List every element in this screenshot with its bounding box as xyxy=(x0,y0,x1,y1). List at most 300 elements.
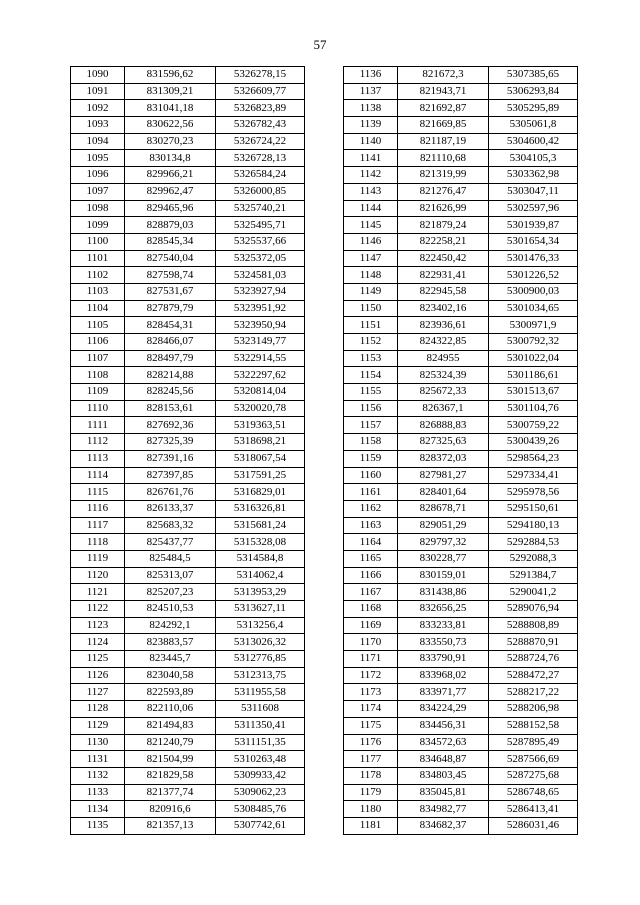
x-coordinate-cell: 822593,89 xyxy=(125,684,216,701)
x-coordinate-cell: 834803,45 xyxy=(398,767,489,784)
table-row xyxy=(344,500,578,517)
y-coordinate-cell: 5304600,42 xyxy=(489,133,578,150)
x-coordinate-cell: 830134,8 xyxy=(125,150,216,167)
point-number-cell: 1141 xyxy=(344,150,398,167)
point-number-cell: 1144 xyxy=(344,200,398,217)
x-coordinate-cell: 830622,56 xyxy=(125,117,216,134)
x-coordinate-cell: 826133,37 xyxy=(125,500,216,517)
point-number-cell: 1099 xyxy=(71,217,125,234)
point-number-cell: 1168 xyxy=(344,601,398,618)
point-number-cell: 1114 xyxy=(71,467,125,484)
table-row xyxy=(71,651,305,668)
x-coordinate-cell: 821494,83 xyxy=(125,717,216,734)
x-coordinate-cell: 828245,56 xyxy=(125,384,216,401)
point-number-cell: 1104 xyxy=(71,300,125,317)
x-coordinate-cell: 833233,81 xyxy=(398,617,489,634)
point-number-cell: 1123 xyxy=(71,617,125,634)
point-number-cell: 1127 xyxy=(71,684,125,701)
y-coordinate-cell: 5286748,65 xyxy=(489,784,578,801)
table-row xyxy=(71,384,305,401)
y-coordinate-cell: 5313627,11 xyxy=(216,601,305,618)
point-number-cell: 1158 xyxy=(344,434,398,451)
x-coordinate-cell: 828214,88 xyxy=(125,367,216,384)
y-coordinate-cell: 5288808,89 xyxy=(489,617,578,634)
point-number-cell: 1159 xyxy=(344,450,398,467)
table-row xyxy=(344,167,578,184)
point-number-cell: 1136 xyxy=(344,67,398,84)
table-row xyxy=(344,684,578,701)
y-coordinate-cell: 5287275,68 xyxy=(489,767,578,784)
point-number-cell: 1120 xyxy=(71,567,125,584)
x-coordinate-cell: 827598,74 xyxy=(125,267,216,284)
x-coordinate-cell: 827981,27 xyxy=(398,467,489,484)
y-coordinate-cell: 5325495,71 xyxy=(216,217,305,234)
table-row xyxy=(344,334,578,351)
y-coordinate-cell: 5316829,01 xyxy=(216,484,305,501)
y-coordinate-cell: 5316326,81 xyxy=(216,500,305,517)
point-number-cell: 1126 xyxy=(71,667,125,684)
table-row xyxy=(71,500,305,517)
y-coordinate-cell: 5323927,94 xyxy=(216,283,305,300)
y-coordinate-cell: 5320020,78 xyxy=(216,400,305,417)
x-coordinate-cell: 828497,79 xyxy=(125,350,216,367)
y-coordinate-cell: 5325372,05 xyxy=(216,250,305,267)
table-row xyxy=(344,784,578,801)
x-coordinate-cell: 828466,07 xyxy=(125,334,216,351)
y-coordinate-cell: 5301034,65 xyxy=(489,300,578,317)
table-row xyxy=(344,767,578,784)
y-coordinate-cell: 5322297,62 xyxy=(216,367,305,384)
point-number-cell: 1098 xyxy=(71,200,125,217)
x-coordinate-cell: 823445,7 xyxy=(125,651,216,668)
table-row xyxy=(344,200,578,217)
y-coordinate-cell: 5314584,8 xyxy=(216,550,305,567)
table-row xyxy=(71,417,305,434)
point-number-cell: 1161 xyxy=(344,484,398,501)
table-row xyxy=(71,784,305,801)
table-row xyxy=(71,367,305,384)
x-coordinate-cell: 826761,76 xyxy=(125,484,216,501)
table-row xyxy=(344,701,578,718)
x-coordinate-cell: 825484,5 xyxy=(125,550,216,567)
x-coordinate-cell: 821319,99 xyxy=(398,167,489,184)
table-row xyxy=(344,250,578,267)
x-coordinate-cell: 827325,39 xyxy=(125,434,216,451)
table-row xyxy=(71,801,305,818)
point-number-cell: 1175 xyxy=(344,717,398,734)
x-coordinate-cell: 821276,47 xyxy=(398,183,489,200)
x-coordinate-cell: 829051,29 xyxy=(398,517,489,534)
point-number-cell: 1178 xyxy=(344,767,398,784)
y-coordinate-cell: 5300971,9 xyxy=(489,317,578,334)
x-coordinate-cell: 825683,32 xyxy=(125,517,216,534)
point-number-cell: 1091 xyxy=(71,83,125,100)
y-coordinate-cell: 5326823,89 xyxy=(216,100,305,117)
y-coordinate-cell: 5315328,08 xyxy=(216,534,305,551)
y-coordinate-cell: 5291384,7 xyxy=(489,567,578,584)
point-number-cell: 1094 xyxy=(71,133,125,150)
x-coordinate-cell: 825437,77 xyxy=(125,534,216,551)
y-coordinate-cell: 5295150,61 xyxy=(489,500,578,517)
point-number-cell: 1137 xyxy=(344,83,398,100)
table-row xyxy=(71,434,305,451)
point-number-cell: 1113 xyxy=(71,450,125,467)
point-number-cell: 1155 xyxy=(344,384,398,401)
table-row xyxy=(71,117,305,134)
point-number-cell: 1111 xyxy=(71,417,125,434)
y-coordinate-cell: 5313026,32 xyxy=(216,634,305,651)
table-row xyxy=(71,667,305,684)
x-coordinate-cell: 834224,29 xyxy=(398,701,489,718)
table-row xyxy=(71,200,305,217)
point-number-cell: 1092 xyxy=(71,100,125,117)
table-row xyxy=(71,450,305,467)
point-number-cell: 1118 xyxy=(71,534,125,551)
table-row xyxy=(71,767,305,784)
table-row xyxy=(71,183,305,200)
x-coordinate-cell: 827540,04 xyxy=(125,250,216,267)
x-coordinate-cell: 822110,06 xyxy=(125,701,216,718)
point-number-cell: 1157 xyxy=(344,417,398,434)
y-coordinate-cell: 5312776,85 xyxy=(216,651,305,668)
y-coordinate-cell: 5313256,4 xyxy=(216,617,305,634)
x-coordinate-cell: 831041,18 xyxy=(125,100,216,117)
y-coordinate-cell: 5309062,23 xyxy=(216,784,305,801)
point-number-cell: 1138 xyxy=(344,100,398,117)
table-row xyxy=(71,484,305,501)
y-coordinate-cell: 5303047,11 xyxy=(489,183,578,200)
table-row xyxy=(344,83,578,100)
y-coordinate-cell: 5300439,26 xyxy=(489,434,578,451)
x-coordinate-cell: 831438,86 xyxy=(398,584,489,601)
y-coordinate-cell: 5303362,98 xyxy=(489,167,578,184)
table-row xyxy=(71,550,305,567)
x-coordinate-cell: 823040,58 xyxy=(125,667,216,684)
y-coordinate-cell: 5305295,89 xyxy=(489,100,578,117)
table-row xyxy=(344,384,578,401)
y-coordinate-cell: 5325537,66 xyxy=(216,233,305,250)
table-row xyxy=(71,517,305,534)
x-coordinate-cell: 830159,01 xyxy=(398,567,489,584)
table-row xyxy=(71,400,305,417)
table-row xyxy=(71,567,305,584)
y-coordinate-cell: 5294180,13 xyxy=(489,517,578,534)
x-coordinate-cell: 830270,23 xyxy=(125,133,216,150)
table-row xyxy=(71,634,305,651)
table-row xyxy=(344,517,578,534)
table-row xyxy=(71,601,305,618)
table-row xyxy=(71,751,305,768)
x-coordinate-cell: 825672,33 xyxy=(398,384,489,401)
table-row xyxy=(344,150,578,167)
page-number: 57 xyxy=(313,37,327,52)
y-coordinate-cell: 5323950,94 xyxy=(216,317,305,334)
point-number-cell: 1177 xyxy=(344,751,398,768)
table-row xyxy=(344,751,578,768)
x-coordinate-cell: 821943,71 xyxy=(398,83,489,100)
x-coordinate-cell: 821669,85 xyxy=(398,117,489,134)
table-row xyxy=(71,817,305,834)
point-number-cell: 1151 xyxy=(344,317,398,334)
table-row xyxy=(344,550,578,567)
y-coordinate-cell: 5326724,22 xyxy=(216,133,305,150)
x-coordinate-cell: 824510,53 xyxy=(125,601,216,618)
y-coordinate-cell: 5323951,92 xyxy=(216,300,305,317)
point-number-cell: 1131 xyxy=(71,751,125,768)
y-coordinate-cell: 5301022,04 xyxy=(489,350,578,367)
table-row xyxy=(71,267,305,284)
point-number-cell: 1112 xyxy=(71,434,125,451)
table-row xyxy=(344,484,578,501)
x-coordinate-cell: 825324,39 xyxy=(398,367,489,384)
point-number-cell: 1150 xyxy=(344,300,398,317)
x-coordinate-cell: 823883,57 xyxy=(125,634,216,651)
point-number-cell: 1176 xyxy=(344,734,398,751)
x-coordinate-cell: 826888,83 xyxy=(398,417,489,434)
x-coordinate-cell: 821879,24 xyxy=(398,217,489,234)
y-coordinate-cell: 5301654,34 xyxy=(489,233,578,250)
point-number-cell: 1166 xyxy=(344,567,398,584)
y-coordinate-cell: 5323149,77 xyxy=(216,334,305,351)
point-number-cell: 1128 xyxy=(71,701,125,718)
point-number-cell: 1147 xyxy=(344,250,398,267)
table-row xyxy=(344,117,578,134)
x-coordinate-cell: 833790,91 xyxy=(398,651,489,668)
y-coordinate-cell: 5292088,3 xyxy=(489,550,578,567)
point-number-cell: 1140 xyxy=(344,133,398,150)
table-row xyxy=(344,801,578,818)
point-number-cell: 1107 xyxy=(71,350,125,367)
y-coordinate-cell: 5288870,91 xyxy=(489,634,578,651)
x-coordinate-cell: 834682,37 xyxy=(398,817,489,834)
x-coordinate-cell: 824322,85 xyxy=(398,334,489,351)
y-coordinate-cell: 5322914,55 xyxy=(216,350,305,367)
y-coordinate-cell: 5286031,46 xyxy=(489,817,578,834)
table-row xyxy=(71,350,305,367)
y-coordinate-cell: 5325740,21 xyxy=(216,200,305,217)
point-number-cell: 1167 xyxy=(344,584,398,601)
y-coordinate-cell: 5302597,96 xyxy=(489,200,578,217)
coordinates-table-right xyxy=(343,66,578,835)
y-coordinate-cell: 5306293,84 xyxy=(489,83,578,100)
point-number-cell: 1154 xyxy=(344,367,398,384)
x-coordinate-cell: 822258,21 xyxy=(398,233,489,250)
point-number-cell: 1160 xyxy=(344,467,398,484)
table-row xyxy=(344,100,578,117)
table-row xyxy=(71,167,305,184)
point-number-cell: 1153 xyxy=(344,350,398,367)
table-row xyxy=(71,467,305,484)
point-number-cell: 1164 xyxy=(344,534,398,551)
y-coordinate-cell: 5315681,24 xyxy=(216,517,305,534)
point-number-cell: 1090 xyxy=(71,67,125,84)
table-row xyxy=(344,601,578,618)
y-coordinate-cell: 5300759,22 xyxy=(489,417,578,434)
x-coordinate-cell: 824955 xyxy=(398,350,489,367)
point-number-cell: 1148 xyxy=(344,267,398,284)
point-number-cell: 1124 xyxy=(71,634,125,651)
point-number-cell: 1181 xyxy=(344,817,398,834)
x-coordinate-cell: 827879,79 xyxy=(125,300,216,317)
table-row xyxy=(71,334,305,351)
y-coordinate-cell: 5319363,51 xyxy=(216,417,305,434)
x-coordinate-cell: 834982,77 xyxy=(398,801,489,818)
x-coordinate-cell: 826367,1 xyxy=(398,400,489,417)
x-coordinate-cell: 821357,13 xyxy=(125,817,216,834)
table-row xyxy=(71,534,305,551)
table-row xyxy=(344,467,578,484)
point-number-cell: 1129 xyxy=(71,717,125,734)
x-coordinate-cell: 827397,85 xyxy=(125,467,216,484)
y-coordinate-cell: 5311350,41 xyxy=(216,717,305,734)
point-number-cell: 1109 xyxy=(71,384,125,401)
point-number-cell: 1132 xyxy=(71,767,125,784)
point-number-cell: 1146 xyxy=(344,233,398,250)
y-coordinate-cell: 5318698,21 xyxy=(216,434,305,451)
y-coordinate-cell: 5311151,35 xyxy=(216,734,305,751)
point-number-cell: 1163 xyxy=(344,517,398,534)
table-row xyxy=(344,300,578,317)
x-coordinate-cell: 831596,62 xyxy=(125,67,216,84)
y-coordinate-cell: 5300792,32 xyxy=(489,334,578,351)
point-number-cell: 1115 xyxy=(71,484,125,501)
table-row xyxy=(344,584,578,601)
point-number-cell: 1135 xyxy=(71,817,125,834)
table-row xyxy=(71,100,305,117)
table-row xyxy=(71,734,305,751)
point-number-cell: 1101 xyxy=(71,250,125,267)
y-coordinate-cell: 5326000,85 xyxy=(216,183,305,200)
y-coordinate-cell: 5326609,77 xyxy=(216,83,305,100)
x-coordinate-cell: 821187,19 xyxy=(398,133,489,150)
x-coordinate-cell: 834572,63 xyxy=(398,734,489,751)
x-coordinate-cell: 824292,1 xyxy=(125,617,216,634)
x-coordinate-cell: 821829,58 xyxy=(125,767,216,784)
x-coordinate-cell: 821626,99 xyxy=(398,200,489,217)
x-coordinate-cell: 828153,61 xyxy=(125,400,216,417)
point-number-cell: 1165 xyxy=(344,550,398,567)
coordinates-table-left xyxy=(70,66,305,835)
point-number-cell: 1108 xyxy=(71,367,125,384)
x-coordinate-cell: 828545,34 xyxy=(125,233,216,250)
x-coordinate-cell: 828678,71 xyxy=(398,500,489,517)
x-coordinate-cell: 833968,02 xyxy=(398,667,489,684)
point-number-cell: 1110 xyxy=(71,400,125,417)
y-coordinate-cell: 5326782,43 xyxy=(216,117,305,134)
y-coordinate-cell: 5314062,4 xyxy=(216,567,305,584)
x-coordinate-cell: 829962,47 xyxy=(125,183,216,200)
y-coordinate-cell: 5301939,87 xyxy=(489,217,578,234)
table-row xyxy=(344,634,578,651)
x-coordinate-cell: 833971,77 xyxy=(398,684,489,701)
table-row xyxy=(344,217,578,234)
y-coordinate-cell: 5288206,98 xyxy=(489,701,578,718)
x-coordinate-cell: 821377,74 xyxy=(125,784,216,801)
x-coordinate-cell: 827391,16 xyxy=(125,450,216,467)
x-coordinate-cell: 831309,21 xyxy=(125,83,216,100)
y-coordinate-cell: 5288152,58 xyxy=(489,717,578,734)
y-coordinate-cell: 5301104,76 xyxy=(489,400,578,417)
point-number-cell: 1116 xyxy=(71,500,125,517)
x-coordinate-cell: 834648,87 xyxy=(398,751,489,768)
table-row xyxy=(344,717,578,734)
table-row xyxy=(71,701,305,718)
table-row xyxy=(71,684,305,701)
point-number-cell: 1125 xyxy=(71,651,125,668)
point-number-cell: 1100 xyxy=(71,233,125,250)
y-coordinate-cell: 5326728,13 xyxy=(216,150,305,167)
x-coordinate-cell: 825313,07 xyxy=(125,567,216,584)
point-number-cell: 1172 xyxy=(344,667,398,684)
table-row xyxy=(71,617,305,634)
point-number-cell: 1103 xyxy=(71,283,125,300)
point-number-cell: 1173 xyxy=(344,684,398,701)
y-coordinate-cell: 5317591,25 xyxy=(216,467,305,484)
point-number-cell: 1105 xyxy=(71,317,125,334)
y-coordinate-cell: 5309933,42 xyxy=(216,767,305,784)
y-coordinate-cell: 5318067,54 xyxy=(216,450,305,467)
point-number-cell: 1179 xyxy=(344,784,398,801)
x-coordinate-cell: 829966,21 xyxy=(125,167,216,184)
y-coordinate-cell: 5312313,75 xyxy=(216,667,305,684)
x-coordinate-cell: 832656,25 xyxy=(398,601,489,618)
x-coordinate-cell: 827531,67 xyxy=(125,283,216,300)
y-coordinate-cell: 5301513,67 xyxy=(489,384,578,401)
point-number-cell: 1122 xyxy=(71,601,125,618)
table-row xyxy=(344,734,578,751)
point-number-cell: 1169 xyxy=(344,617,398,634)
x-coordinate-cell: 833550,73 xyxy=(398,634,489,651)
table-row xyxy=(71,217,305,234)
point-number-cell: 1117 xyxy=(71,517,125,534)
x-coordinate-cell: 820916,6 xyxy=(125,801,216,818)
point-number-cell: 1093 xyxy=(71,117,125,134)
point-number-cell: 1142 xyxy=(344,167,398,184)
y-coordinate-cell: 5290041,2 xyxy=(489,584,578,601)
x-coordinate-cell: 829797,32 xyxy=(398,534,489,551)
point-number-cell: 1143 xyxy=(344,183,398,200)
table-row xyxy=(344,651,578,668)
table-row xyxy=(344,350,578,367)
table-row xyxy=(71,283,305,300)
point-number-cell: 1139 xyxy=(344,117,398,134)
point-number-cell: 1180 xyxy=(344,801,398,818)
y-coordinate-cell: 5301476,33 xyxy=(489,250,578,267)
table-row xyxy=(71,300,305,317)
y-coordinate-cell: 5300900,03 xyxy=(489,283,578,300)
y-coordinate-cell: 5308485,76 xyxy=(216,801,305,818)
y-coordinate-cell: 5298564,23 xyxy=(489,450,578,467)
x-coordinate-cell: 821504,99 xyxy=(125,751,216,768)
table-row xyxy=(344,367,578,384)
table-row xyxy=(344,534,578,551)
x-coordinate-cell: 825207,23 xyxy=(125,584,216,601)
table-row xyxy=(71,717,305,734)
x-coordinate-cell: 823936,61 xyxy=(398,317,489,334)
x-coordinate-cell: 822450,42 xyxy=(398,250,489,267)
table-row xyxy=(71,83,305,100)
point-number-cell: 1095 xyxy=(71,150,125,167)
y-coordinate-cell: 5305061,8 xyxy=(489,117,578,134)
x-coordinate-cell: 823402,16 xyxy=(398,300,489,317)
table-row xyxy=(344,400,578,417)
point-number-cell: 1121 xyxy=(71,584,125,601)
point-number-cell: 1149 xyxy=(344,283,398,300)
x-coordinate-cell: 822931,41 xyxy=(398,267,489,284)
y-coordinate-cell: 5288724,76 xyxy=(489,651,578,668)
x-coordinate-cell: 829465,96 xyxy=(125,200,216,217)
y-coordinate-cell: 5311608 xyxy=(216,701,305,718)
